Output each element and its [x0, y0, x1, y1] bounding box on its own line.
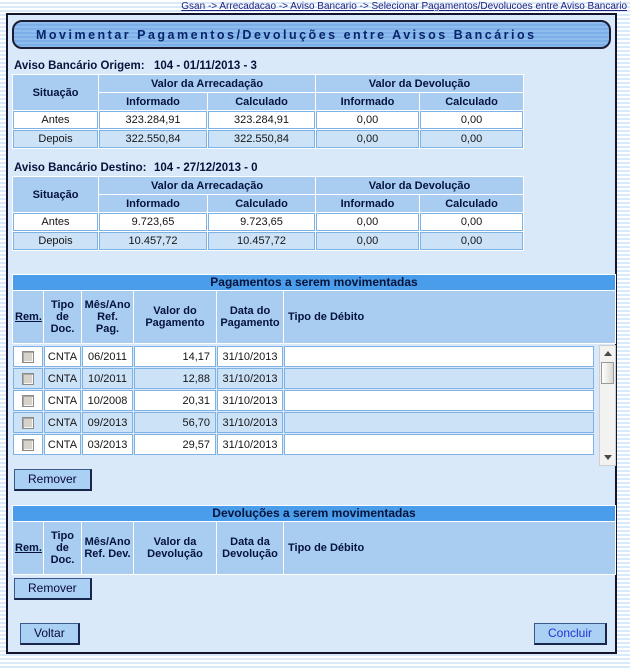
cell: 10.457,72 — [99, 232, 207, 250]
checkbox-cell — [13, 368, 43, 389]
pagamento-row — [13, 368, 594, 389]
cell — [284, 346, 594, 367]
checkbox-cell — [13, 412, 43, 433]
pagamento-row — [13, 346, 594, 367]
cell: 10/2008 — [82, 390, 133, 411]
col-devolucao: Valor da Devolução — [316, 177, 523, 194]
scrollbar[interactable] — [599, 345, 616, 466]
cell: 0,00 — [316, 232, 419, 250]
scroll-track[interactable] — [600, 361, 615, 450]
cell: 323.284,91 — [208, 111, 315, 129]
row-checkbox[interactable] — [22, 417, 34, 429]
cell: 322.550,84 — [99, 130, 207, 148]
remover-pagamentos-button[interactable]: Remover — [14, 469, 92, 491]
cell: CNTA — [44, 346, 81, 367]
cell: 10.457,72 — [208, 232, 315, 250]
col-informado: Informado — [99, 195, 207, 212]
pagamentos-body — [13, 346, 594, 455]
cell: 0,00 — [420, 130, 523, 148]
remove-all-link[interactable]: Rem. — [15, 311, 42, 323]
cell: 56,70 — [134, 412, 216, 433]
cell: 0,00 — [316, 213, 419, 231]
cell: 0,00 — [420, 111, 523, 129]
pagamentos-section — [12, 274, 616, 491]
cell: CNTA — [44, 434, 81, 455]
devolucoes-title: Devoluções a serem movimentadas — [12, 505, 616, 521]
row-checkbox[interactable] — [22, 439, 34, 451]
page-title: Movimentar Pagamentos/Devoluções entre Avisos Bancários — [12, 20, 611, 49]
cell: 322.550,84 — [208, 130, 315, 148]
scroll-up-button[interactable] — [600, 346, 615, 361]
cell: 31/10/2013 — [217, 346, 283, 367]
cell: Depois — [13, 232, 98, 250]
remover-devolucoes-button[interactable]: Remover — [14, 578, 92, 600]
devolucoes-section — [12, 505, 616, 600]
table-row — [13, 232, 523, 250]
col-calculado: Calculado — [208, 93, 315, 110]
row-checkbox[interactable] — [22, 395, 34, 407]
cell: Depois — [13, 130, 98, 148]
checkbox-cell — [13, 434, 43, 455]
cell: 0,00 — [316, 111, 419, 129]
cell: 12,88 — [134, 368, 216, 389]
origem-label: Aviso Bancário Origem: — [14, 60, 145, 72]
arrow-up-icon — [604, 351, 612, 356]
cell — [284, 390, 594, 411]
col-data-pagamento: Data do Pagamento — [217, 291, 283, 343]
scroll-thumb[interactable] — [601, 362, 614, 384]
destino-table — [12, 176, 524, 251]
col-informado: Informado — [316, 93, 419, 110]
col-situacao: Situação — [13, 177, 98, 212]
remove-all-link[interactable]: Rem. — [15, 542, 42, 554]
col-tipo-doc: Tipo de Doc. — [44, 522, 81, 574]
pagamento-row — [13, 390, 594, 411]
devolucoes-header — [12, 521, 616, 575]
pagamentos-table — [12, 345, 595, 456]
cell: CNTA — [44, 390, 81, 411]
col-tipo-debito: Tipo de Débito — [284, 291, 615, 343]
row-checkbox[interactable] — [22, 373, 34, 385]
main-panel — [6, 13, 617, 654]
concluir-button[interactable]: Concluir — [534, 623, 607, 645]
cell: 0,00 — [420, 232, 523, 250]
breadcrumb[interactable]: Gsan -> Arrecadacao -> Aviso Bancario -> Selecionar Pagamentos/Devolucoes entre Aviso Bancario — [181, 1, 627, 12]
col-mes-ano: Mês/Ano Ref. Dev. — [82, 522, 133, 574]
col-tipo-doc: Tipo de Doc. — [44, 291, 81, 343]
col-calculado: Calculado — [208, 195, 315, 212]
col-valor-pagamento: Valor do Pagamento — [134, 291, 216, 343]
col-situacao: Situação — [13, 75, 98, 110]
origem-table — [12, 74, 524, 149]
pagamentos-title: Pagamentos a serem movimentadas — [12, 274, 616, 290]
arrow-down-icon — [604, 455, 612, 460]
cell: Antes — [13, 213, 98, 231]
pagamento-row — [13, 434, 594, 455]
col-informado: Informado — [99, 93, 207, 110]
col-calculado: Calculado — [420, 93, 523, 110]
cell: Antes — [13, 111, 98, 129]
cell: 31/10/2013 — [217, 434, 283, 455]
cell: CNTA — [44, 412, 81, 433]
cell: 0,00 — [420, 213, 523, 231]
destino-value: 104 - 27/12/2013 - 0 — [154, 162, 258, 174]
cell — [284, 412, 594, 433]
pagamento-row — [13, 412, 594, 433]
table-row — [13, 111, 523, 129]
cell: 06/2011 — [82, 346, 133, 367]
col-tipo-debito: Tipo de Débito — [284, 522, 615, 574]
cell: 20,31 — [134, 390, 216, 411]
checkbox-cell — [13, 346, 43, 367]
cell: 09/2013 — [82, 412, 133, 433]
cell — [284, 434, 594, 455]
destino-label: Aviso Bancário Destino: — [14, 162, 147, 174]
pagamentos-header — [12, 290, 616, 344]
table-row — [13, 130, 523, 148]
table-row — [13, 213, 523, 231]
col-data-devolucao: Data da Devolução — [217, 522, 283, 574]
cell: 29,57 — [134, 434, 216, 455]
cell — [284, 368, 594, 389]
col-arrecadacao: Valor da Arrecadação — [99, 75, 315, 92]
cell: 31/10/2013 — [217, 390, 283, 411]
voltar-button[interactable]: Voltar — [20, 623, 80, 645]
cell: 31/10/2013 — [217, 368, 283, 389]
cell: 9.723,65 — [208, 213, 315, 231]
col-calculado: Calculado — [420, 195, 523, 212]
col-valor-devolucao: Valor da Devolução — [134, 522, 216, 574]
cell: 9.723,65 — [99, 213, 207, 231]
col-devolucao: Valor da Devolução — [316, 75, 523, 92]
cell: 10/2011 — [82, 368, 133, 389]
cell: 14,17 — [134, 346, 216, 367]
pagamentos-scroll-area — [12, 345, 616, 466]
col-mes-ano: Mês/Ano Ref. Pag. — [82, 291, 133, 343]
cell: CNTA — [44, 368, 81, 389]
scroll-down-button[interactable] — [600, 450, 615, 465]
row-checkbox[interactable] — [22, 351, 34, 363]
col-arrecadacao: Valor da Arrecadação — [99, 177, 315, 194]
cell: 03/2013 — [82, 434, 133, 455]
checkbox-cell — [13, 390, 43, 411]
col-informado: Informado — [316, 195, 419, 212]
cell: 323.284,91 — [99, 111, 207, 129]
cell: 0,00 — [316, 130, 419, 148]
origem-value: 104 - 01/11/2013 - 3 — [154, 60, 257, 72]
cell: 31/10/2013 — [217, 412, 283, 433]
